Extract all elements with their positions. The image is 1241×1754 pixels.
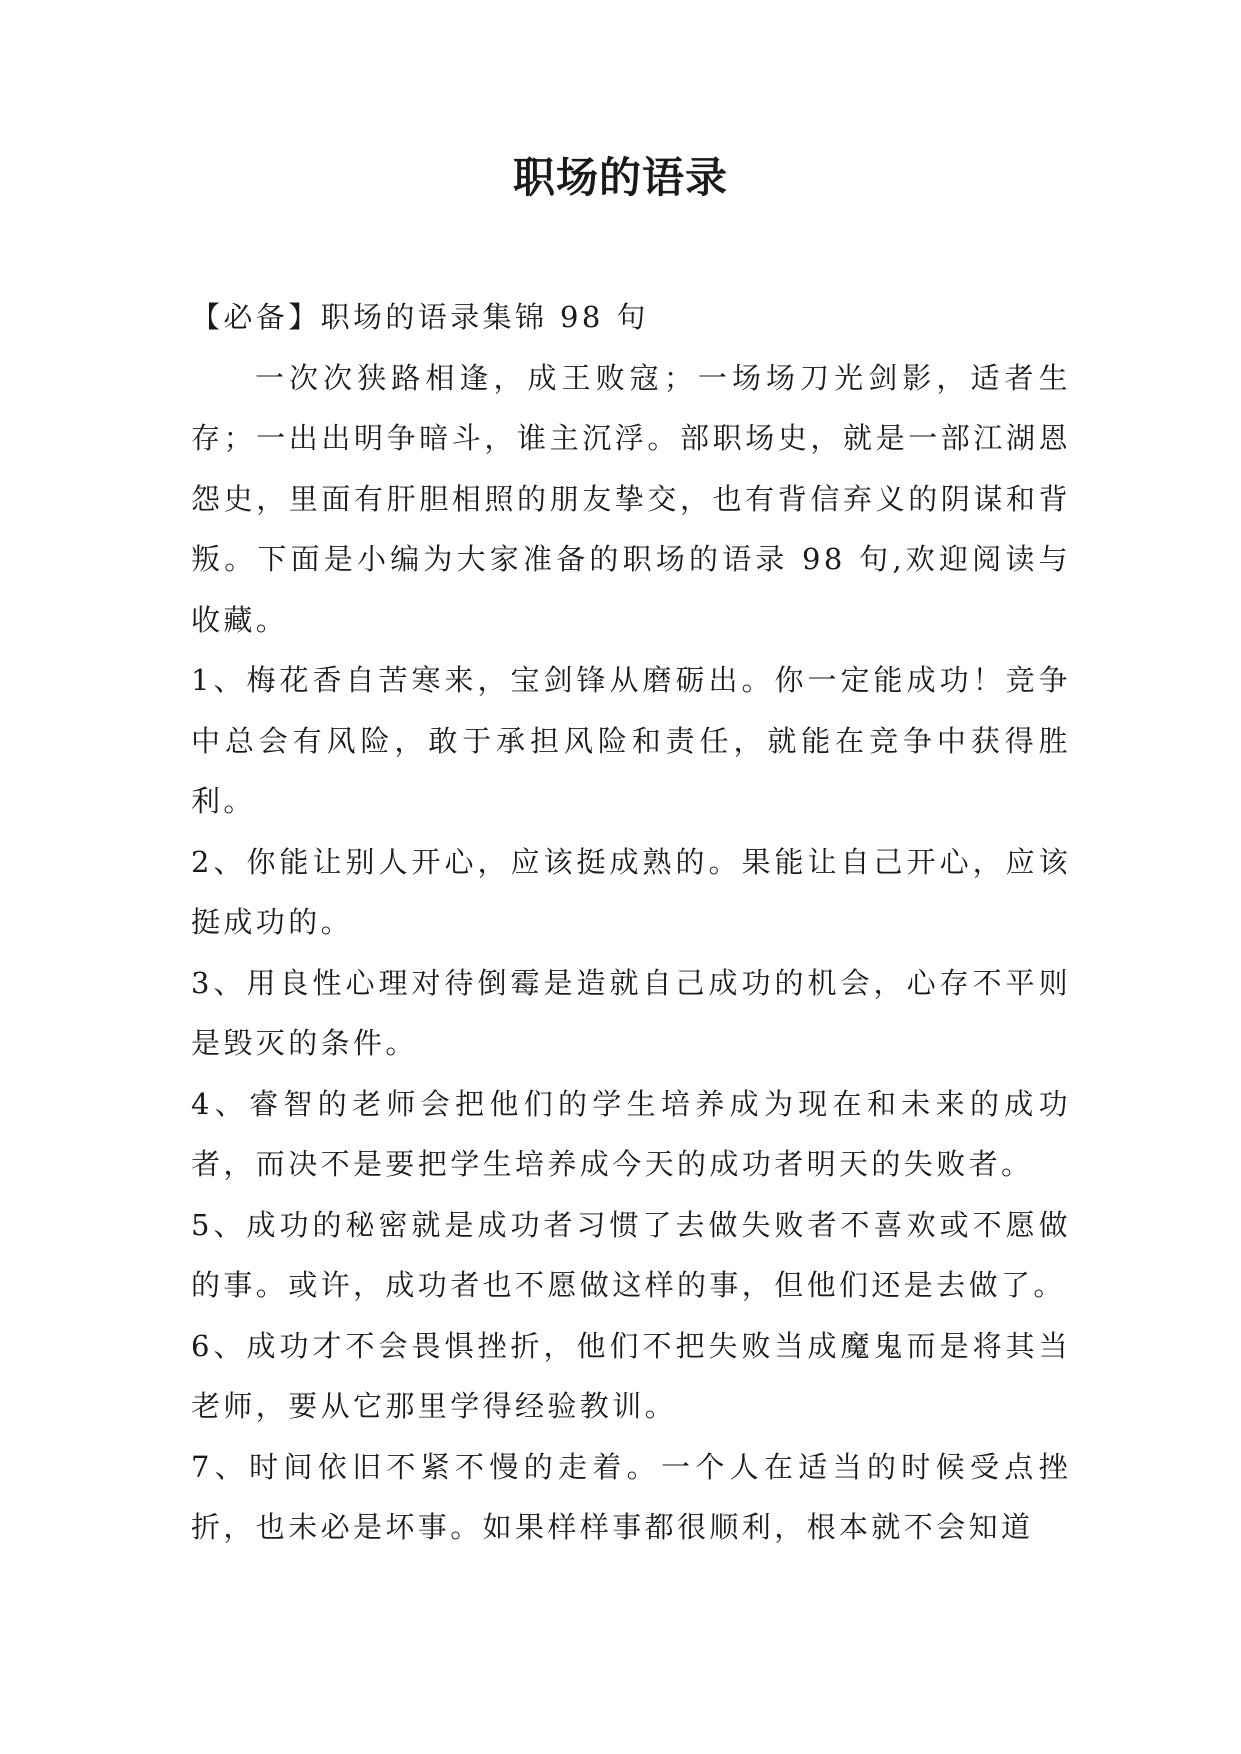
quote-item-4: 4、睿智的老师会把他们的学生培养成为现在和未来的成功者，而决不是要把学生培养成今天的成功者明天的失败者。	[191, 1086, 1071, 1181]
quote-item-6: 6、成功才不会畏惧挫折，他们不把失败当成魔鬼而是将其当老师，要从它那里学得经验教训。	[191, 1328, 1071, 1423]
quote-item-7: 7、时间依旧不紧不慢的走着。一个人在适当的时候受点挫折，也未必是坏事。如果样样事都很顺利，根本就不会知道	[191, 1449, 1071, 1544]
quote-item-1: 1、梅花香自苦寒来，宝剑锋从磨砺出。你一定能成功！竞争中总会有风险，敢于承担风险和责任，就能在竞争中获得胜利。	[191, 663, 1071, 818]
quote-item-5: 5、成功的秘密就是成功者习惯了去做失败者不喜欢或不愿做的事。或许，成功者也不愿做这样的事，但他们还是去做了。	[191, 1207, 1071, 1302]
document-title: 职场的语录	[512, 153, 728, 202]
document-body	[191, 287, 1071, 1558]
quote-item-2: 2、你能让别人开心，应该挺成熟的。果能让自己开心，应该挺成功的。	[191, 844, 1071, 939]
quote-item-3: 3、用良性心理对待倒霉是造就自己成功的机会，心存不平则是毁灭的条件。	[191, 965, 1071, 1060]
intro-paragraph: 一次次狭路相逢，成王败寇；一场场刀光剑影，适者生存；一出出明争暗斗，谁主沉浮。部职场史，就是一部江湖恩怨史，里面有肝胆相照的朋友挚交，也有背信弃义的阴谋和背叛。下面是小编为大家准备的职场的语录 98 句,欢迎阅读与收藏。	[191, 360, 1071, 637]
document-subtitle: 【必备】职场的语录集锦 98 句	[191, 300, 649, 334]
